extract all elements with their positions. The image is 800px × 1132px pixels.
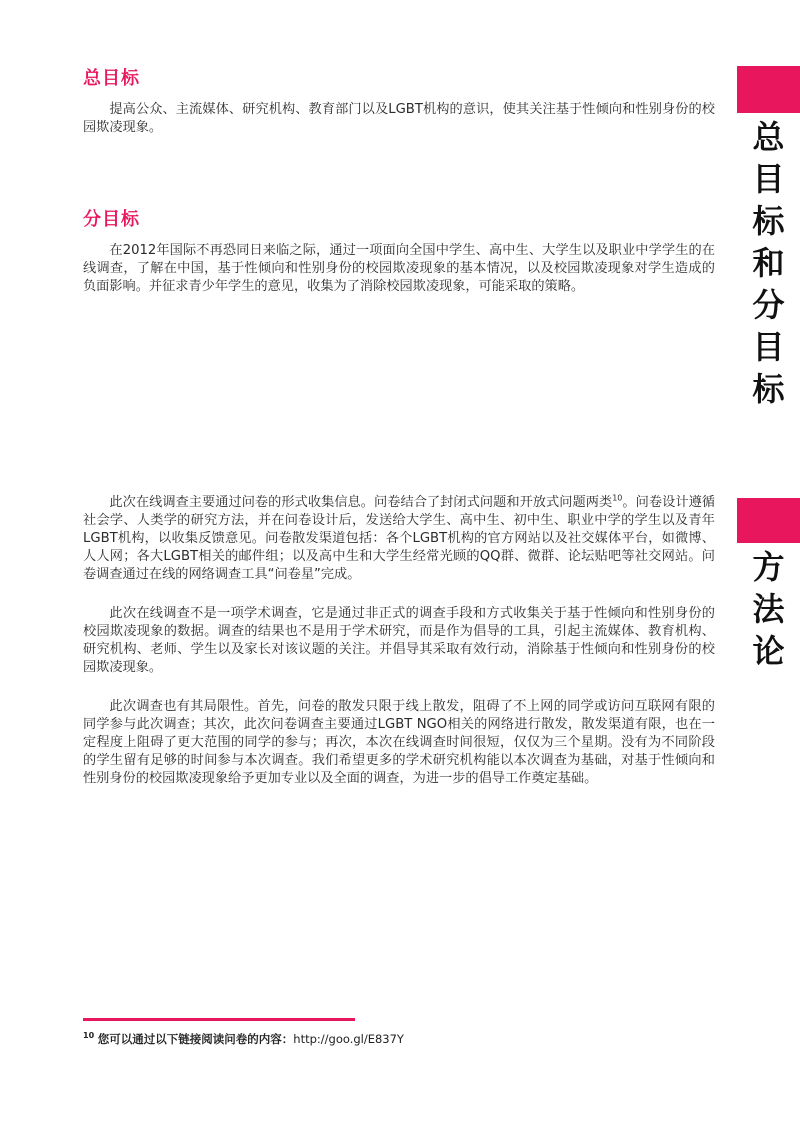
sidebar-accent-block-goals: [737, 66, 800, 113]
sidebar-char: 总: [752, 118, 785, 156]
sidebar-char: 目: [752, 328, 785, 366]
sidebar-char: 标: [752, 370, 785, 408]
sidebar-char: 论: [752, 632, 785, 670]
footnote: [83, 1031, 404, 1047]
method-p1-text-continued: 。问卷设计遵循社会学、人类学的研究方法，并在问卷设计后，发送给大学生、高中生、初中生、职业中学的学生以及青年LGBT机构，以收集反馈意见。问卷散发渠道包括：各个LGBT机构的官方网站以及社交媒体平台，如微博、人人网；各大LGBT相关的邮件组；以及高中生和大学生经常光顾的QQ群、微群、论坛贴吧等社交网站。问卷调查通过在线的网络调查工具“问卷星”完成。: [83, 495, 715, 582]
footnote-link[interactable]: http://goo.gl/E837Y: [293, 1032, 404, 1046]
subgoal-paragraph: 在2012年国际不再恐同日来临之际，通过一项面向全国中学生、高中生、大学生以及职业中学学生的在线调查，了解在中国，基于性倾向和性别身份的校园欺凌现象的基本情况，以及校园欺凌现象对学生造成的负面影响。并征求青少年学生的意见，收集为了消除校园欺凌现象，可能采取的策略。: [83, 243, 715, 294]
method-paragraph-1: [83, 494, 715, 584]
goal-heading: 总目标: [83, 68, 140, 89]
footnote-reference[interactable]: 10: [612, 493, 623, 503]
sidebar-char: 方: [752, 548, 785, 586]
footnote-label: 您可以通过以下链接阅读问卷的内容：: [97, 1032, 294, 1046]
method-p1-text: 此次在线调查主要通过问卷的形式收集信息。问卷结合了封闭式问题和开放式问题两类: [109, 495, 613, 510]
sidebar-char: 标: [752, 202, 785, 240]
footnote-number: 10: [83, 1031, 95, 1041]
sidebar-char: 和: [752, 244, 785, 282]
footnote-divider: [83, 1018, 355, 1021]
sidebar-accent-block-method: [737, 498, 800, 543]
sidebar-char: 目: [752, 160, 785, 198]
sidebar-title-method: [737, 546, 800, 672]
subgoal-heading: 分目标: [83, 209, 140, 230]
sidebar-char: 法: [752, 590, 785, 628]
method-paragraph-2: 此次在线调查不是一项学术调查，它是通过非正式的调查手段和方式收集关于基于性倾向和性别身份的校园欺凌现象的数据。调查的结果也不是用于学术研究，而是作为倡导的工具，引起主流媒体、教育机构、研究机构、老师、学生以及家长对该议题的关注。并倡导其采取有效行动，消除基于性倾向和性别身份的校园欺凌现象。: [83, 606, 715, 675]
goal-paragraph: 提高公众、主流媒体、研究机构、教育部门以及LGBT机构的意识，使其关注基于性倾向和性别身份的校园欺凌现象。: [83, 102, 715, 135]
sidebar-title-goals: [737, 116, 800, 410]
sidebar-char: 分: [752, 286, 785, 324]
method-paragraph-3: 此次调查也有其局限性。首先，问卷的散发只限于线上散发，阻碍了不上网的同学或访问互联网有限的同学参与此次调查；其次，此次问卷调查主要通过LGBT NGO相关的网络进行散发，散发渠道有限，也在一定程度上阻碍了更大范围的同学的参与；再次，本次在线调查时间很短，仅仅为三个星期。没有为不同阶段的学生留有足够的时间参与本次调查。我们希望更多的学术研究机构能以本次调查为基础，对基于性倾向和性别身份的校园欺凌现象给予更加专业以及全面的调查，为进一步的倡导工作奠定基础。: [83, 699, 715, 786]
